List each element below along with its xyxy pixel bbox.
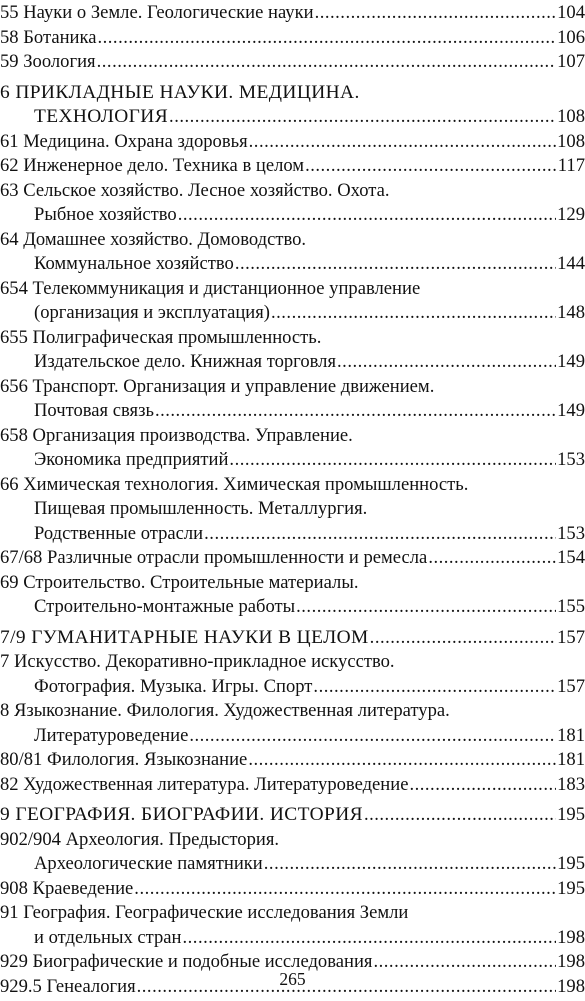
toc-page-number: 144	[557, 253, 585, 274]
toc-entry	[0, 773, 585, 798]
toc-line	[0, 724, 585, 749]
toc-entry	[0, 277, 585, 326]
dot-leader	[370, 626, 556, 651]
toc-entry	[0, 546, 585, 571]
toc-section-heading	[0, 81, 585, 130]
toc-page-number: 181	[557, 749, 585, 770]
toc-entry	[0, 1, 585, 26]
toc-page-number: 181	[557, 724, 585, 746]
toc-entry-title: 66 Химическая технология. Химическая промышленность.	[0, 473, 469, 495]
toc-page-number: 149	[557, 351, 585, 372]
toc-page-number: 129	[557, 204, 585, 225]
toc-entry	[0, 50, 585, 75]
toc-section-heading	[0, 626, 585, 651]
toc-line	[0, 595, 585, 620]
dot-leader	[178, 203, 556, 228]
toc-page-number: 157	[557, 675, 585, 697]
dot-leader	[97, 26, 556, 51]
toc-page-number: 198	[557, 926, 585, 948]
toc-page-number: 153	[557, 449, 585, 470]
toc-entry-title: 7 Искусство. Декоративно-прикладное искусство.	[0, 651, 395, 672]
toc-page-number: 104	[557, 2, 585, 23]
toc-entry-title: 62 Инженерное дело. Техника в целом	[0, 155, 305, 176]
dot-leader	[364, 803, 556, 828]
toc-line	[0, 675, 585, 700]
toc-entry	[0, 699, 585, 748]
toc-entry-title: 55 Науки о Земле. Геологические науки	[0, 2, 314, 23]
toc-line	[0, 773, 585, 798]
toc-line	[0, 626, 585, 651]
table-of-contents	[0, 1, 585, 999]
toc-entry	[0, 571, 585, 620]
dot-leader	[183, 926, 557, 951]
toc-line	[0, 901, 585, 926]
toc-line	[0, 179, 585, 204]
toc-entry	[0, 877, 585, 902]
dot-leader	[313, 675, 556, 700]
toc-entry-title: (организация и эксплуатация)	[34, 302, 270, 323]
toc-line	[0, 130, 585, 155]
toc-line	[0, 203, 585, 228]
toc-entry-title: 929.5 Генеалогия	[0, 975, 136, 997]
dot-leader	[155, 399, 556, 424]
toc-entry	[0, 473, 585, 547]
toc-entry-title: 67/68 Различные отрасли промышленности и ремесла	[0, 547, 428, 568]
toc-entry-title: 8 Языкознание. Филология. Художественная литература.	[0, 700, 450, 721]
toc-line	[0, 1, 585, 26]
toc-entry	[0, 130, 585, 155]
toc-entry-title: 902/904 Археология. Предыстория.	[0, 828, 280, 850]
toc-page-number: 195	[557, 877, 585, 899]
toc-entry-title: Рыбное хозяйство	[34, 204, 177, 225]
toc-page-number: 195	[557, 804, 585, 825]
toc-line	[0, 154, 585, 179]
toc-entry-title: Археологические памятники	[34, 853, 263, 874]
toc-line	[0, 399, 585, 424]
toc-line	[0, 50, 585, 75]
toc-entry-title: Литературоведение	[34, 724, 189, 746]
toc-entry-title: Экономика предприятий	[34, 449, 229, 470]
toc-entry	[0, 228, 585, 277]
toc-entry-title: 9 ГЕОГРАФИЯ. БИОГРАФИИ. ИСТОРИЯ	[0, 804, 363, 825]
toc-page-number: 195	[557, 853, 585, 874]
toc-line	[0, 252, 585, 277]
toc-line	[0, 803, 585, 828]
toc-page-number: 108	[557, 130, 585, 152]
toc-line	[0, 375, 585, 400]
toc-page-number: 198	[557, 951, 585, 972]
dot-leader	[337, 350, 556, 375]
dot-leader	[315, 1, 557, 26]
toc-entry	[0, 901, 585, 950]
toc-page-number: 106	[557, 26, 585, 48]
dot-leader	[235, 252, 556, 277]
dot-leader	[428, 546, 556, 571]
toc-entry-title: Строительно-монтажные работы	[34, 596, 296, 617]
toc-line	[0, 926, 585, 951]
toc-line	[0, 473, 585, 498]
toc-line	[0, 81, 585, 106]
toc-entry	[0, 650, 585, 699]
toc-line	[0, 522, 585, 547]
toc-line	[0, 546, 585, 571]
toc-entry-title: Почтовая связь	[34, 400, 154, 421]
toc-line	[0, 424, 585, 449]
toc-page-number: 153	[557, 522, 585, 544]
toc-entry	[0, 179, 585, 228]
toc-page-number: 157	[557, 626, 585, 648]
toc-entry-title: Пищевая промышленность. Металлургия.	[34, 498, 368, 519]
toc-entry-title: Фотография. Музыка. Игры. Спорт	[34, 675, 313, 697]
toc-entry-title: ТЕХНОЛОГИЯ	[34, 106, 169, 127]
toc-entry	[0, 375, 585, 424]
toc-section-heading	[0, 803, 585, 828]
toc-entry-title: 654 Телекоммуникация и дистанционное управление	[0, 277, 421, 299]
dot-leader	[409, 773, 556, 798]
toc-page-number: 117	[557, 155, 585, 176]
toc-entry-title: 656 Транспорт. Организация и управление движением.	[0, 375, 435, 397]
toc-line	[0, 350, 585, 375]
toc-page-number: 107	[557, 51, 585, 72]
toc-entry-title: 908 Краеведение	[0, 877, 134, 899]
toc-entry-title: Родственные отрасли	[34, 522, 204, 544]
toc-entry-title: 59 Зоология	[0, 51, 96, 72]
toc-entry-title: 6 ПРИКЛАДНЫЕ НАУКИ. МЕДИЦИНА.	[0, 81, 360, 103]
dot-leader	[169, 105, 556, 130]
toc-entry-title: и отдельных стран	[34, 926, 182, 948]
dot-leader	[134, 877, 556, 902]
toc-entry-title: 929 Биографические и подобные исследования	[0, 951, 373, 972]
toc-entry-title: 63 Сельское хозяйство. Лесное хозяйство. Охота.	[0, 179, 390, 201]
dot-leader	[97, 50, 556, 75]
toc-line	[0, 228, 585, 253]
toc-page-number: 148	[557, 302, 585, 323]
toc-line	[0, 852, 585, 877]
toc-page-number: 198	[557, 975, 585, 997]
toc-entry	[0, 748, 585, 773]
toc-page-number: 149	[557, 400, 585, 421]
toc-page-number: 154	[557, 547, 585, 568]
toc-line	[0, 277, 585, 302]
dot-leader	[229, 448, 556, 473]
toc-entry-title: 69 Строительство. Строительные материалы.	[0, 571, 359, 593]
dot-leader	[248, 748, 556, 773]
toc-entry	[0, 828, 585, 877]
toc-entry-title: 58 Ботаника	[0, 26, 97, 48]
toc-line	[0, 650, 585, 675]
toc-line	[0, 105, 585, 130]
dot-leader	[305, 154, 557, 179]
dot-leader	[296, 595, 556, 620]
toc-entry	[0, 326, 585, 375]
dot-leader	[204, 522, 556, 547]
toc-entry-title: 64 Домашнее хозяйство. Домоводство.	[0, 228, 307, 250]
toc-page-number: 155	[557, 596, 585, 617]
toc-line	[0, 748, 585, 773]
toc-entry-title: Коммунальное хозяйство	[34, 253, 234, 274]
toc-entry-title: 655 Полиграфическая промышленность.	[0, 326, 322, 348]
toc-entry-title: 80/81 Филология. Языкознание	[0, 749, 248, 770]
toc-page-number: 108	[557, 106, 585, 127]
toc-line	[0, 326, 585, 351]
toc-line	[0, 301, 585, 326]
toc-entry	[0, 26, 585, 51]
toc-line	[0, 828, 585, 853]
toc-entry	[0, 154, 585, 179]
toc-page-number: 183	[557, 773, 585, 795]
toc-line	[0, 497, 585, 522]
toc-entry	[0, 424, 585, 473]
toc-line	[0, 699, 585, 724]
toc-entry-title: 82 Художественная литература. Литературоведение	[0, 773, 409, 795]
toc-line	[0, 571, 585, 596]
toc-entry-title: Издательское дело. Книжная торговля	[34, 351, 337, 372]
dot-leader	[249, 130, 556, 155]
toc-entry-title: 91 География. Географические исследования Земли	[0, 902, 409, 923]
toc-line	[0, 26, 585, 51]
dot-leader	[264, 852, 556, 877]
toc-line	[0, 877, 585, 902]
toc-entry-title: 7/9 ГУМАНИТАРНЫЕ НАУКИ В ЦЕЛОМ	[0, 626, 369, 648]
toc-entry-title: 658 Организация производства. Управление.	[0, 424, 353, 446]
toc-line	[0, 448, 585, 473]
toc-entry-title: 61 Медицина. Охрана здоровья	[0, 130, 248, 152]
dot-leader	[189, 724, 556, 749]
page-number: 265	[279, 969, 306, 989]
dot-leader	[271, 301, 556, 326]
